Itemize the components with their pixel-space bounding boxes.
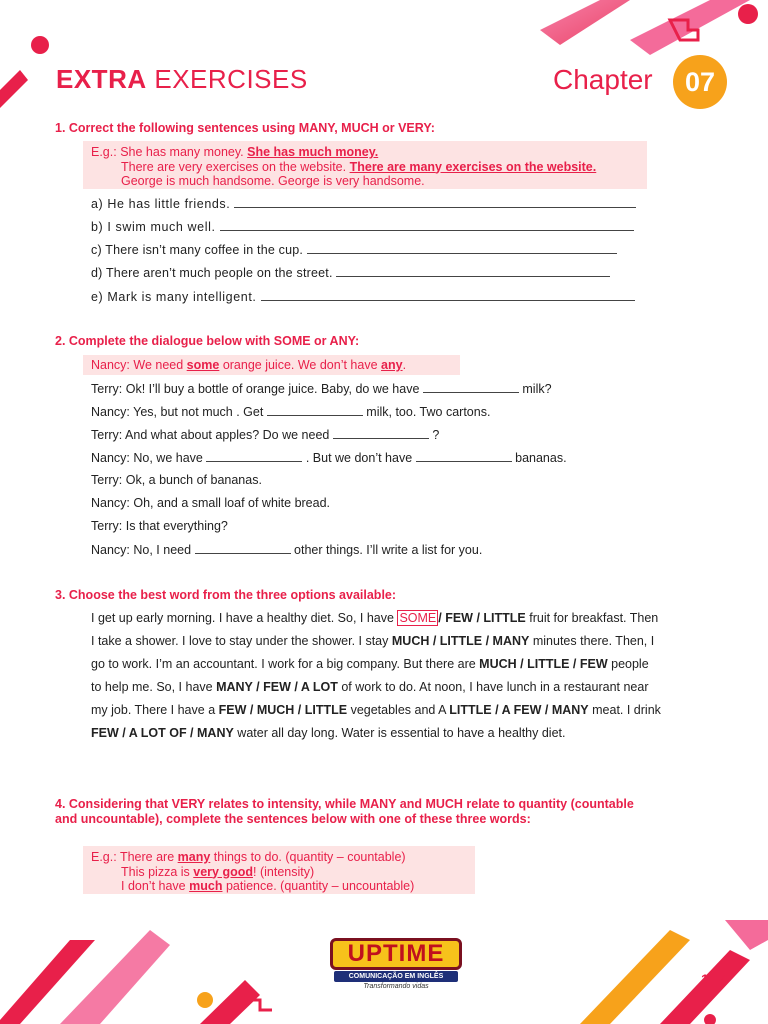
answer-blank[interactable] (336, 265, 610, 277)
example-2-text: There are very exercises on the website. (121, 159, 347, 174)
dialogue-text: Terry: Ok! I’ll buy a bottle of orange juice. Baby, do we have (91, 382, 420, 396)
paragraph-text: of work to do. At noon, I have lunch in a restaurant near my job. There I have a (91, 680, 649, 717)
dialogue-text: other things. I’ll write a list for you. (294, 543, 483, 557)
dialogue-line (91, 381, 552, 396)
example-1-text: She has many money. (120, 145, 244, 159)
answer-blank[interactable] (267, 404, 363, 416)
exercise-1b (91, 219, 634, 234)
chapter-label: Chapter (553, 64, 653, 95)
example-answer: much (189, 879, 223, 893)
word-options[interactable]: / FEW / LITTLE (438, 611, 526, 625)
top-left-decoration (0, 30, 60, 110)
word-options[interactable]: FEW / MUCH / LITTLE (218, 703, 348, 717)
example-answer-any: any (381, 358, 403, 372)
chapter-number-badge: 07 (673, 55, 727, 109)
example-3-text: George is much handsome. George is very handsome. (121, 174, 425, 188)
dialogue-text: Terry: And what about apples? Do we need (91, 428, 330, 442)
exercise-1b-text: b) I swim much well. (91, 220, 216, 234)
title-bold: EXTRA (56, 64, 147, 94)
paragraph-text: meat. I drink (592, 703, 661, 717)
dialogue-text: bananas. (515, 451, 567, 465)
word-options[interactable]: MANY / FEW / A LOT (216, 680, 338, 694)
answer-blank[interactable] (416, 450, 512, 462)
example-2-answer: There are many exercises on the website. (349, 159, 597, 174)
paragraph-text: I get up early morning. I have a healthy diet. So, I have (91, 611, 394, 625)
example-answer-some: some (186, 358, 220, 372)
paragraph-text: water all day long. Water is essential to have a healthy diet. (237, 726, 566, 740)
section-4-example (83, 846, 475, 894)
dialogue-line (91, 404, 490, 419)
logo-subtitle: COMUNICAÇÃO EM INGLÊS (334, 971, 458, 982)
dialogue-line: Terry: Ok, a bunch of bananas. (91, 473, 262, 487)
page-number (701, 971, 728, 987)
word-options[interactable]: MUCH / LITTLE / MANY (391, 634, 530, 648)
example-text: E.g.: There are (91, 850, 175, 864)
paragraph-text: people to help me. So, I have (91, 657, 649, 694)
answer-blank[interactable] (220, 219, 634, 231)
section-3-paragraph (91, 607, 661, 745)
exercise-1e-text: e) Mark is many intelligent. (91, 290, 257, 304)
example-prefix: E.g.: (91, 145, 117, 159)
section-1-title: 1. Correct the following sentences using MANY, MUCH or VERY: (55, 121, 435, 135)
dialogue-line: Nancy: Oh, and a small loaf of white bread. (91, 496, 331, 510)
exercise-1a (91, 196, 636, 211)
bottom-left-decoration (0, 920, 300, 1024)
exercise-1e (91, 289, 635, 304)
logo-tagline: Transformando vidas (363, 983, 429, 990)
word-options[interactable]: LITTLE / A FEW / MANY (449, 703, 589, 717)
dialogue-text: Nancy: No, we have (91, 451, 203, 465)
example-1-answer: She has much money. (247, 145, 379, 159)
example-text: This pizza is (121, 864, 190, 879)
exercise-1a-text: a) He has little friends. (91, 197, 231, 211)
answer-blank[interactable] (234, 196, 636, 208)
paragraph-text: fruit for breakfast. Then I take a shower. I love to stay under the shower. I stay (91, 611, 659, 648)
answer-blank[interactable] (307, 242, 617, 254)
paragraph-text: minutes there. Then, I go to work. I’m an accountant. I work for a big company. But there are (91, 634, 655, 671)
dialogue-line (91, 542, 482, 557)
selected-option[interactable]: SOME (399, 611, 437, 625)
paragraph-text: vegetables and A (350, 703, 446, 717)
logo-wordmark: UPTIME (330, 938, 462, 970)
exercise-1d-text: d) There aren’t much people on the street. (91, 266, 333, 280)
example-text: ! (intensity) (253, 864, 315, 879)
uptime-logo (330, 938, 462, 992)
section-3-title: 3. Choose the best word from the three options available: (55, 588, 397, 602)
example-answer: very good (193, 864, 254, 879)
page-title (56, 64, 308, 95)
dialogue-text: milk, too. Two cartons. (366, 405, 491, 419)
example-text: orange juice. We don’t have (222, 358, 378, 372)
answer-blank[interactable] (261, 289, 635, 301)
word-options[interactable]: MUCH / LITTLE / FEW (479, 657, 608, 671)
answer-blank[interactable] (333, 427, 429, 439)
example-text: patience. (quantity – uncountable) (225, 879, 415, 893)
answer-blank[interactable] (423, 381, 519, 393)
dialogue-text: Nancy: Yes, but not much . Get (91, 405, 264, 419)
page-total: 4 (720, 971, 729, 987)
section-2-example (83, 355, 460, 375)
word-options[interactable]: FEW / A LOT OF / MANY (91, 726, 234, 740)
example-text: . (402, 358, 407, 372)
title-rest: EXERCISES (154, 64, 308, 94)
exercise-1c-text: c) There isn’t many coffee in the cup. (91, 243, 304, 257)
answer-blank[interactable] (206, 450, 302, 462)
exercise-1d (91, 265, 610, 280)
dialogue-text: ? (432, 428, 440, 442)
page-current: 1 (701, 971, 709, 987)
dialogue-text: milk? (522, 382, 552, 396)
dialogue-line: Terry: Is that everything? (91, 519, 228, 533)
answer-blank[interactable] (195, 542, 291, 554)
section-1-example (83, 141, 647, 189)
dialogue-text: Nancy: No, I need (91, 543, 192, 557)
bottom-right-decoration (540, 920, 768, 1024)
section-4-title: 4. Considering that VERY relates to intensity, while MANY and MUCH relate to quantity (countable and uncountable), complete the sentences below with one of these three words: (55, 797, 634, 826)
dialogue-text: . But we don’t have (305, 451, 413, 465)
section-2-title: 2. Complete the dialogue below with SOME or ANY: (55, 334, 360, 348)
page-separator: | (712, 971, 717, 987)
dialogue-line (91, 427, 439, 442)
top-decoration (520, 0, 768, 60)
exercise-1c (91, 242, 617, 257)
example-text: Nancy: We need (91, 358, 184, 372)
example-answer: many (177, 850, 211, 864)
example-text: things to do. (quantity – countable) (213, 850, 406, 864)
dialogue-line (91, 450, 567, 465)
example-text: I don’t have (121, 879, 186, 893)
